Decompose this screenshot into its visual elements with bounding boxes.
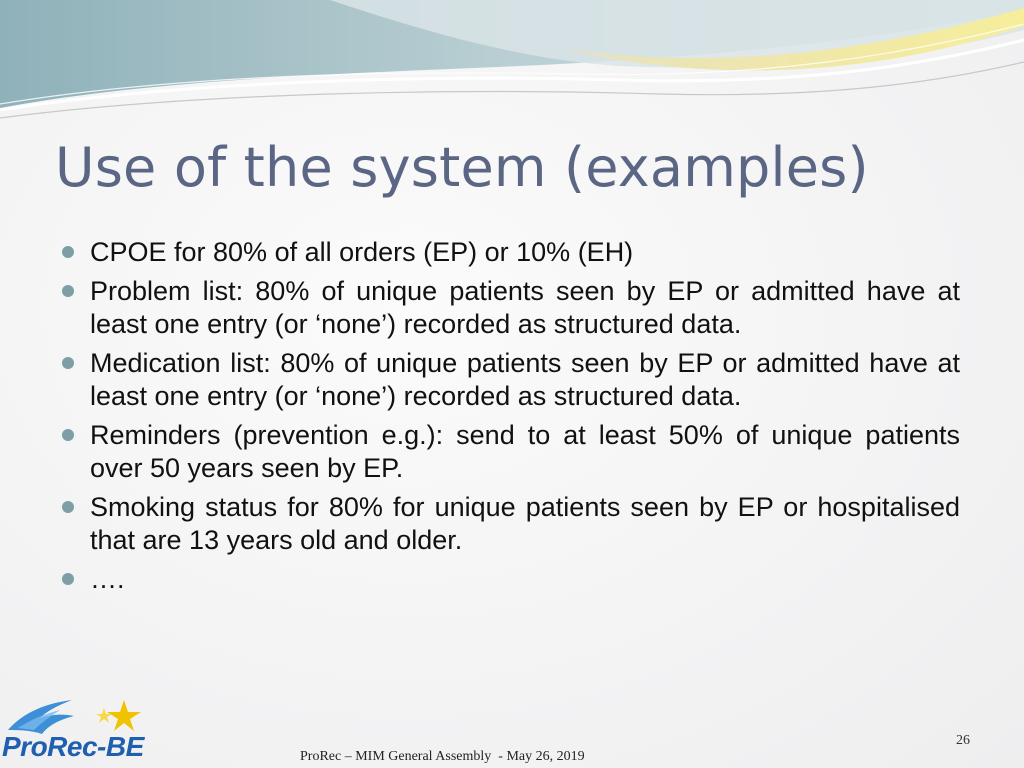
bullet-text: Reminders (prevention e.g.): send to at least 50% of unique patients over 50 years seen by EP. (90, 420, 960, 483)
round-bullet-icon (62, 501, 74, 513)
round-bullet-icon (62, 573, 74, 585)
bullet-list (60, 236, 960, 602)
bullet-item-medication-list (60, 347, 960, 413)
round-bullet-icon (62, 285, 74, 297)
bullet-text: CPOE for 80% of all orders (EP) or 10% (EH) (90, 237, 634, 267)
bullet-item-ellipsis (60, 563, 960, 596)
header-swoosh-decoration (0, 0, 1024, 130)
logo-wordmark: ProRec-BE (2, 731, 144, 762)
bullet-text: Smoking status for 80% for unique patients seen by EP or hospitalised that are 13 years old and older. (90, 492, 960, 555)
slide-footer: ProRec – MIM General Assembly - May 26, 2019 (300, 749, 585, 764)
round-bullet-icon (62, 246, 74, 258)
round-bullet-icon (62, 429, 74, 441)
bullet-item-reminders (60, 419, 960, 485)
bullet-item-cpoe (60, 236, 960, 269)
bullet-text: Medication list: 80% of unique patients seen by EP or admitted have at least one entry (or ‘none’) recorded as structured data. (90, 348, 960, 411)
bullet-text: Problem list: 80% of unique patients seen by EP or admitted have at least one entry (or ‘none’) recorded as structured data. (90, 276, 960, 339)
star-icon (107, 700, 141, 731)
bullet-item-problem-list (60, 275, 960, 341)
prorec-be-logo (0, 690, 170, 768)
page-number: 26 (956, 733, 970, 748)
round-bullet-icon (62, 357, 74, 369)
slide-title: Use of the system (examples) (55, 136, 869, 199)
bullet-item-smoking-status (60, 491, 960, 557)
bullet-text: …. (90, 564, 125, 594)
